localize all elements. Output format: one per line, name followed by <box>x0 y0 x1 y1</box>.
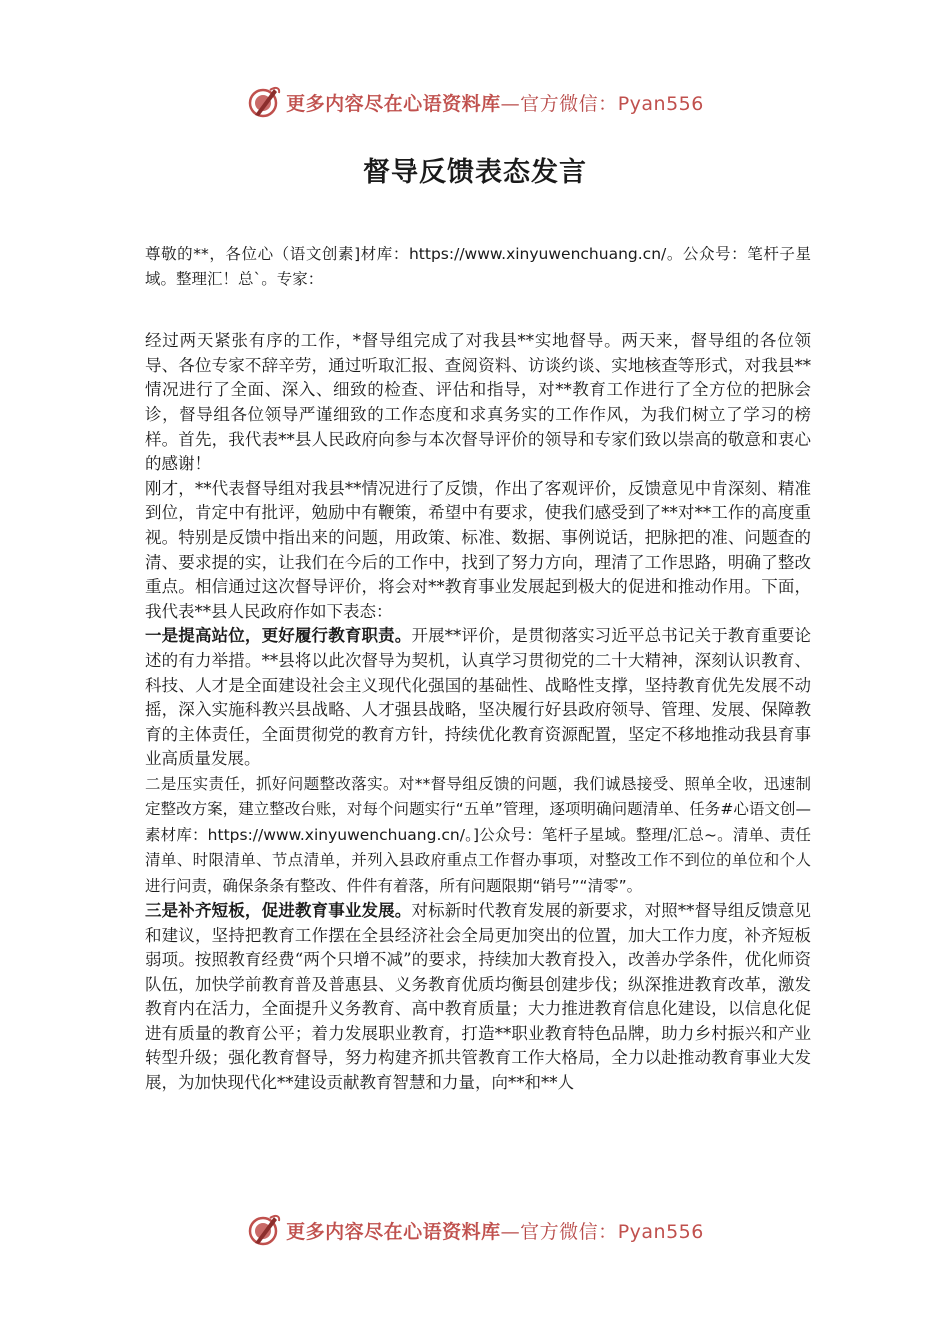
greeting-paragraph: 尊敬的**，各位心（语文创素]材库：https://www.xinyuwenchuang.cn/。公众号：笔杆子星域。整理汇！总`。专家： <box>145 245 811 288</box>
document-body <box>145 242 811 1096</box>
section-three-lead: 三是补齐短板，促进教育事业发展。 <box>145 900 412 920</box>
banner-text <box>286 89 704 116</box>
quill-logo-icon <box>246 1212 282 1248</box>
section-one-body: 开展**评价，是贯彻落实习近平总书记关于教育重要论述的有力举措。**县将以此次督导为契机，认真学习贯彻党的二十大精神，深刻认识教育、科技、人才是全面建设社会主义现代化强国的基础性、战略性支撑，坚持教育优先发展不动摇，深入实施科教兴县战略、人才强县战略，坚决履行好县政府领导、管理、发展、保障教育的主体责任，全面贯彻党的教育方针，持续优化教育资源配置，坚定不移地推动我县育事业高质量发展。 <box>145 626 812 769</box>
document-title: 督导反馈表态发言 <box>363 157 587 188</box>
paragraph-feedback: 刚才，**代表督导组对我县**情况进行了反馈，作出了客观评价，反馈意见中肯深刻、精准到位，肯定中有批评，勉励中有鞭策，希望中有要求，使我们感受到了**对**工作的高度重视。特别是反馈中指出来的问题，用政策、标准、数据、事例说话，把脉把的准、问题查的清、要求提的实，让我们在今后的工作中，找到了努力方向，理清了工作思路，明确了整改重点。相信通过这次督导评价，将会对**教育事业发展起到极大的促进和推动作用。下面，我代表**县人民政府作如下表态： <box>145 478 811 621</box>
banner-library-text: 更多内容尽在心语资料库 <box>286 1220 501 1243</box>
footer-banner <box>0 1208 950 1252</box>
paragraph-opening: 经过两天紧张有序的工作，*督导组完成了对我县**实地督导。两天来，督导组的各位领导、各位专家不辞辛劳，通过听取汇报、查阅资料、访谈约谈、实地核查等形式，对我县**情况进行了全面、深入、细致的检查、评估和指导，对**教育工作进行了全方位的把脉会诊，督导组各位领导严谨细致的工作态度和求真务实的工作作风，为我们树立了学习的榜样。首先，我代表**县人民政府向参与本次督导评价的领导和专家们致以崇高的敬意和衷心的感谢！ <box>145 331 811 474</box>
banner-wechat-id: Pyan556 <box>617 1220 704 1243</box>
banner-text <box>286 1217 704 1244</box>
section-three-body: 对标新时代教育发展的新要求，对照**督导组反馈意见和建议，坚持把教育工作摆在全县经济社会全局更加突出的位置，加大工作力度，补齐短板弱项。按照教育经费“两个只增不减”的要求，持续加大教育投入，改善办学条件，优化师资队伍，加快学前教育普及普惠县、义务教育优质均衡县创建步伐；纵深推进教育改革，激发教育内在活力，全面提升义务教育、高中教育质量；大力推进教育信息化建设，以信息化促进有质量的教育公平；着力发展职业教育，打造**职业教育特色品牌，助力乡村振兴和产业转型升级；强化教育督导，努力构建齐抓共管教育工作大格局，全力以赴推动教育事业大发展，为加快现代化**建设贡献教育智慧和力量，向**和**人 <box>145 900 812 1093</box>
banner-wechat-id: Pyan556 <box>617 92 704 115</box>
banner-wechat-label: —官方微信： <box>500 92 618 115</box>
quill-logo-icon <box>246 84 282 120</box>
header-banner <box>0 80 950 124</box>
section-one-lead: 一是提高站位，更好履行教育职责。 <box>145 626 412 646</box>
section-two: 二是压实责任，抓好问题整改落实。对**督导组反馈的问题，我们诚恳接受、照单全收，迅速制定整改方案，建立整改台账，对每个问题实行“五单”管理，逐项明确问题清单、任务#心语文创—素材库：https://www.xinyuwenchuang.cn/。]公众号：笔杆子星域。整理/汇总~。清单、责任清单、时限清单、节点清单，并列入县政府重点工作督办事项，对整改工作不到位的单位和个人进行问责，确保条条有整改、件件有着落，所有问题限期“销号”“清零”。 <box>145 774 811 895</box>
banner-library-text: 更多内容尽在心语资料库 <box>286 92 501 115</box>
section-one <box>145 624 811 772</box>
banner-wechat-label: —官方微信： <box>500 1220 618 1243</box>
section-three <box>145 899 811 1096</box>
